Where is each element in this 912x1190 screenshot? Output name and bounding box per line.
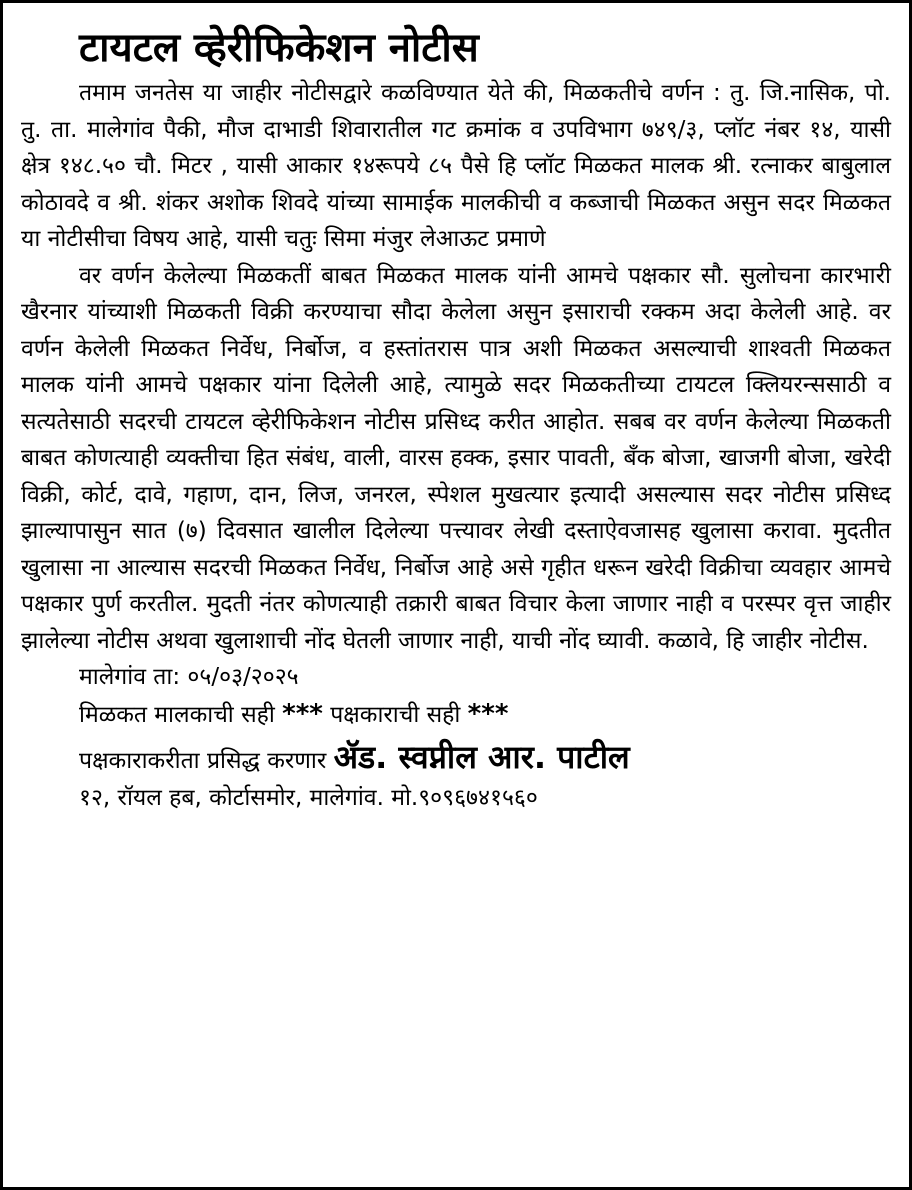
owner-signature-label: मिळकत मालकाची सही (79, 701, 275, 728)
notice-title: टायटल व्हेरीफिकेशन नोटीस (79, 25, 479, 71)
notice-paragraph-1: तमाम जनतेस या जाहीर नोटीसद्वारे कळविण्यात येते की, मिळकतीचे वर्णन : तु. जि.नासिक, पो. तु. ता. मालेगांव पैकी, मौज दाभाडी शिवारातील गट क्रमांक व उपविभाग ७४९/३, प्लॉट नंबर १४, यासी क्षेत्र १४८.५० चौ. मिटर , यासी आकार १४रूपये ८५ पैसे हि प्लॉट मिळकत मालक श्री. रत्नाकर बाबुलाल कोठावदे व श्री. शंकर अशोक शिवदे यांच्या सामाईक मालकीची व कब्जाची मिळकत असुन सदर मिळकत या नोटीसीचा विषय आहे, यासी चतुः सिमा मंजुर लेआऊट प्रमाणे (21, 80, 891, 252)
published-by-label: पक्षकाराकरीता प्रसिद्ध करणार (79, 748, 327, 774)
advocate-name: ॲड. स्वप्नील आर. पाटील (333, 738, 630, 776)
signature-line (21, 696, 891, 734)
client-signature-stars: *** (467, 698, 509, 729)
advocate-address: १२, रॉयल हब, कोर्टासमोर, मालेगांव. मो.९०९६७४१५६० (79, 784, 538, 811)
owner-signature-stars: *** (282, 698, 323, 729)
place-date: मालेगांव ता: ०५/०३/२०२५ (79, 664, 299, 690)
client-signature-label: पक्षकाराची सही (330, 701, 461, 728)
publisher-line (21, 739, 891, 780)
notice-paragraph-2: वर वर्णन केलेल्या मिळकतीं बाबत मिळकत मालक यांनी आमचे पक्षकार सौ. सुलोचना कारभारी खैरनार यांच्याशी मिळकती विक्री करण्याचा सौदा केलेला असुन इसाराची रक्कम अदा केलेली आहे. वर वर्णन केलेली मिळकत निर्वेध, निर्बोज, व हस्तांतरास पात्र अशी मिळकत असल्याची शाश्वती मिळकत मालक यांनी आमचे पक्षकार यांना दिलेली आहे, त्यामुळे सदर मिळकतीच्या टायटल क्लियरन्ससाठी व सत्यतेसाठी सदरची टायटल व्हेरीफिकेशन नोटीस प्रसिध्द करीत आहोत. सबब वर वर्णन केलेल्या मिळकती बाबत कोणत्याही व्यक्तीचा हित संबंध, वाली, वारस हक्क, इसार पावती, बँक बोजा, खाजगी बोजा, खरेदी विक्री, कोर्ट, दावे, गहाण, दान, लिज, जनरल, स्पेशल मुखत्यार इत्यादी असल्यास सदर नोटीस प्रसिध्द झाल्यापासुन सात (७) दिवसात खालील दिलेल्या पत्त्यावर लेखी दस्ताऐवजासह खुलासा करावा. मुदतीत खुलासा ना आल्यास सदरची मिळकत निर्वेध, निर्बोज आहे असे गृहीत धरून खरेदी विक्रीचा व्यवहार आमचे पक्षकार पुर्ण करतील. मुदती नंतर कोणत्याही तक्रारी बाबत विचार केला जाणार नाही व परस्पर वृत्त जाहीर झालेल्या नोटीस अथवा खुलाशाची नोंद घेतली जाणार नाही, याची नोंद घ्यावी. कळावे, हि जाहीर नोटीस. (21, 262, 891, 654)
